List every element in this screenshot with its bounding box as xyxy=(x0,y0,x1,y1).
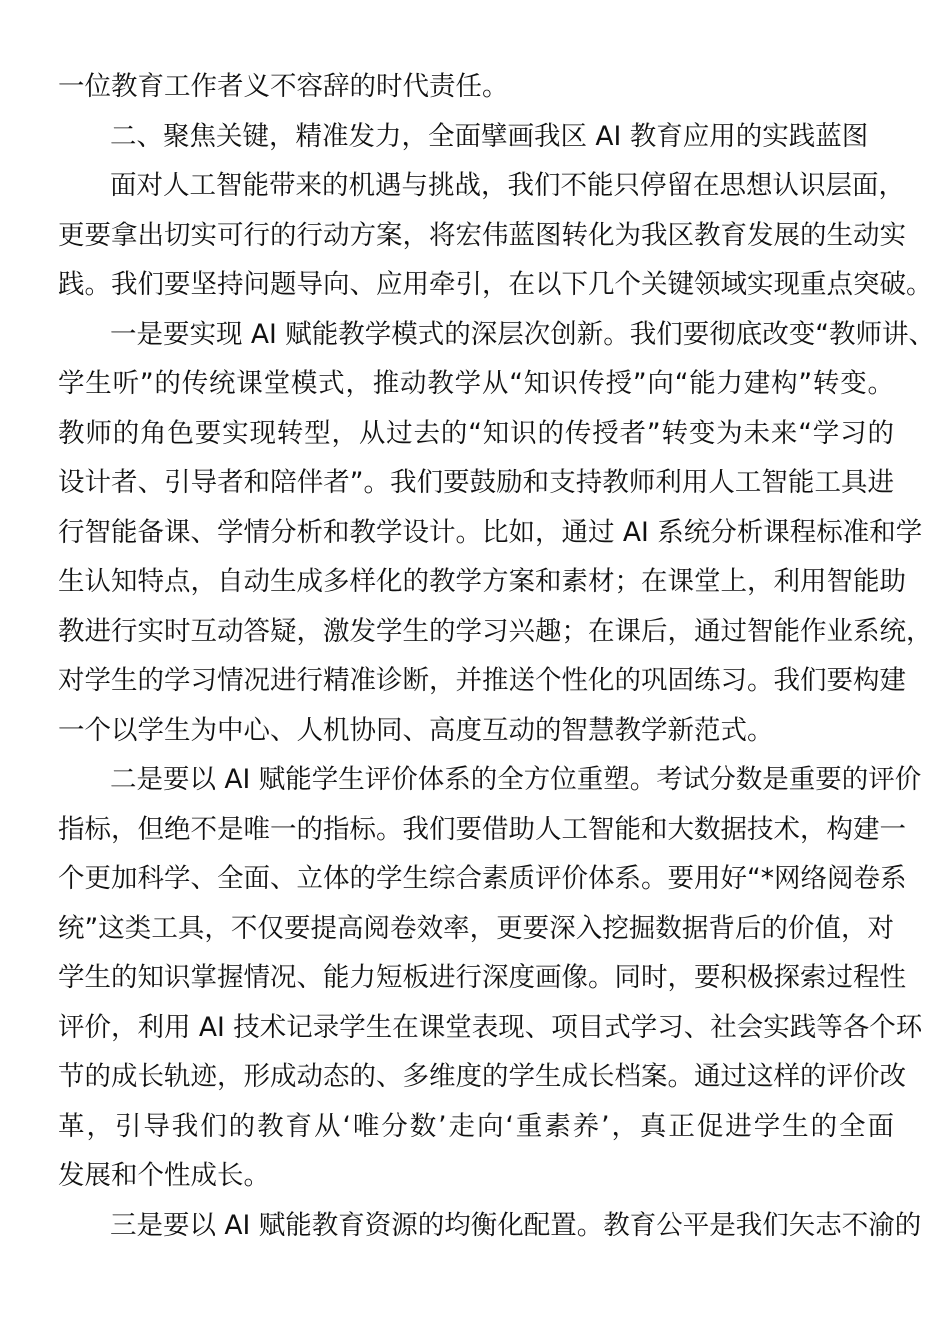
section-heading: 二、聚焦关键，精准发力，全面擘画我区 AI 教育应用的实践蓝图 xyxy=(110,120,869,152)
body-line: 学生的知识掌握情况、能力短板进行深度画像。同时，要积极探索过程性 xyxy=(58,962,906,993)
body-line: 对学生的学习情况进行精准诊断，并推送个性化的巩固练习。我们要构建 xyxy=(58,665,906,696)
body-line: 教师的角色要实现转型，从过去的“知识的传授者”转变为未来“学习的 xyxy=(58,417,894,449)
body-line: 个更加科学、全面、立体的学生综合素质评价体系。要用好“*网络阅卷系 xyxy=(58,863,907,894)
body-line: 三是要以 AI 赋能教育资源的均衡化配置。教育公平是我们矢志不渝的 xyxy=(110,1209,922,1241)
body-line: 发展和个性成长。 xyxy=(58,1160,270,1191)
body-line: 一是要实现 AI 赋能教学模式的深层次创新。我们要彻底改变“教师讲、 xyxy=(110,318,936,350)
body-line: 一位教育工作者义不容辞的时代责任。 xyxy=(58,71,509,102)
body-line: 指标，但绝不是唯一的指标。我们要借助人工智能和大数据技术，构建一 xyxy=(58,813,906,845)
body-line: 行智能备课、学情分析和教学设计。比如，通过 AI 系统分析课程标准和学 xyxy=(58,516,923,548)
body-line: 节的成长轨迹，形成动态的、多维度的学生成长档案。通过这样的评价改 xyxy=(58,1061,906,1092)
body-line: 生认知特点，自动生成多样化的教学方案和素材；在课堂上，利用智能助 xyxy=(58,566,906,597)
body-line: 践。我们要坚持问题导向、应用牵引，在以下几个关键领域实现重点突破。 xyxy=(58,269,933,300)
body-line: 更要拿出切实可行的行动方案，将宏伟蓝图转化为我区教育发展的生动实 xyxy=(58,219,906,251)
body-line: 面对人工智能带来的机遇与挑战，我们不能只停留在思想认识层面， xyxy=(110,170,905,201)
body-line: 统”这类工具，不仅要提高阅卷效率，更要深入挖掘数据背后的价值，对 xyxy=(58,912,894,944)
body-line: 学生听”的传统课堂模式，推动教学从“知识传授”向“能力建构”转变。 xyxy=(58,368,894,399)
body-line: 二是要以 AI 赋能学生评价体系的全方位重塑。考试分数是重要的评价 xyxy=(110,764,922,795)
document-page xyxy=(58,62,936,1250)
body-line: 设计者、引导者和陪伴者”。我们要鼓励和支持教师利用人工智能工具进 xyxy=(58,467,894,498)
body-line: 一个以学生为中心、人机协同、高度互动的智慧教学新范式。 xyxy=(58,714,774,746)
body-line: 评价，利用 AI 技术记录学生在课堂表现、项目式学习、社会实践等各个环 xyxy=(58,1011,923,1043)
body-line: 教进行实时互动答疑，激发学生的学习兴趣；在课后，通过智能作业系统， xyxy=(58,615,933,647)
body-line: 革，引导我们的教育从‘唯分数’走向‘重素养’，真正促进学生的全面 xyxy=(58,1110,894,1142)
